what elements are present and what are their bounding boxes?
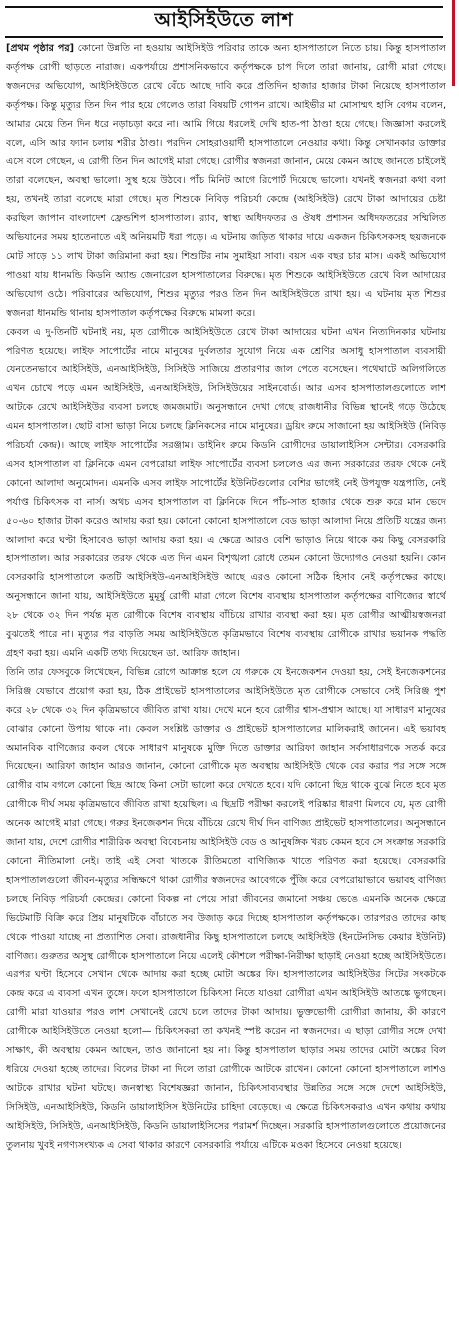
article-paragraph — [6, 40, 446, 324]
accent-rule — [452, 0, 455, 86]
article-paragraph: তিনি তার ফেসবুকে লিখেছেন, বিভিন্ন রোগে আক্রান্ত হলে যে গরুকে যে ইনজেকশন দেওয়া হয়, সেই ইনজেকশনের সিরিঞ্জ যেভাবে প্রয়োগ করা হয়, ঠিক প্রাইভেট হাসপাতালের আইসিইউতে মৃত রোগীকে সেভাবে সেই সিরিঞ্জ পুশ করে ২৮ থেকে ৩২ দিন কৃত্রিমভাবে জীবিত রাখা যায়। দেখে মনে হবে রোগীর শ্বাস-প্রশ্বাস আছে। যা সাধারণ মানুষের বোঝার কোনো উপায় থাকে না। কেবল সংশ্লিষ্ট ডাক্তার ও প্রাইভেট হাসপাতালের মালিকরাই জানেন। এই ভয়াবহ অমানবিক বাণিজ্যের কবল থেকে সাধারণ মানুষকে মুক্তি দিতে ডাক্তার আরিফা জাহান সর্বসাধারণকে সতর্ক করে দিয়েছেন। আরিফা জাহান আরও জানান, কোনো রোগীকে মৃত অবস্থায় আইসিইউ থেকে বের করার পর সঙ্গে সঙ্গে রোগীর বাম বগলে কোনো ছিদ্র আছে কিনা সেটা ভালো করে দেখতে হবে। যদি কোনো ছিদ্র থাকে বুঝে নিতে হবে মৃত রোগীকে দীর্ঘ সময় কৃত্রিমভাবে জীবিত রাখা হয়েছিল। এ ছিদ্রটি পরীক্ষা করলেই পরিষ্কার ধারণা মিলবে যে, মৃত রোগী অনেক আগেই মারা গেছে। গরুর ইনজেকশন দিয়ে বাঁচিয়ে রেখে দীর্ঘ দিন বাণিজ্য প্রাইভেট হাসপাতালের। অনুসন্ধানে জানা যায়, দেশে রোগীর শারীরিক অবস্থা বিবেচনায় আইসিইউ বেড ও আনুষঙ্গিক খরচ কেমন হবে সে সংক্রান্ত সরকারি কোনো নীতিমালা নেই। তাই এই সেবা খাতকে রীতিমতো বাণিজ্যিক খাতে পরিণত করা হয়েছে। বেসরকারি হাসপাতালগুলো জীবন-মৃত্যুর সন্ধিক্ষণে থাকা রোগীর স্বজনদের আবেগকে পুঁজি করে বেপরোয়াভাবে ভয়াবহ বাণিজ্য চলছে নিবিড় পরিচর্যা কেন্দ্রের। কোনো বিকল্প না পেয়ে সারা জীবনের জমানো সঞ্চয় ভেঙে এমনকি অনেক ক্ষেত্রে ভিটেমাটি বিক্রি করে প্রিয় মানুষটিকে বাঁচাতে সব উজাড় করে দিচ্ছে হাসপাতাল কর্তৃপক্ষকে। তারপরও তাদের কাছ থেকে পাওয়া যাচ্ছে না প্রত্যাশিত সেবা। রাজধানীর কিছু হাসপাতালে চলছে আইসিইউ (ইনটেনসিভ কেয়ার ইউনিট) বাণিজ্য। গুরুতর অসুস্থ রোগীকে হাসপাতালে নিয়ে এলেই কৌশলে পরীক্ষা-নিরীক্ষা ছাড়াই নেওয়া হচ্ছে আইসিইউতে। এরপর ঘণ্টা হিসেবে সেখান থেকে আদায় করা হচ্ছে মোটা অঙ্কের ফি। হাসপাতালের আইসিইউর সিটের সংকটকে কেন্দ্র করে এ ব্যবসা এখন তুঙ্গে। ফলে হাসপাতালে চিকিৎসা নিতে যাওয়া রোগীরা এখন আইসিইউ আতঙ্কে ভুগছেন। রোগী মারা যাওয়ার পরও লাশ সেখানেই রেখে চলে তাদের টাকা আদায়। ভুক্তভোগী রোগীরা জানায়, কী কারণে রোগীকে আইসিইউতে নেওয়া হলো— চিকিৎসকরা তা কখনই স্পষ্ট করেন না স্বজনদের। এ ছাড়া রোগীর সঙ্গে দেখা সাক্ষাৎ, কী অবস্থায় কেমন আছেন, তাও জানানো হয় না। কিন্তু হাসপাতাল ছাড়ার সময় তাদের মোটা অঙ্কের বিল ধরিয়ে দেওয়া হচ্ছে তাদের। বিলের টাকা না দিলে তারা রোগীকে আটকে রাখেন। কোনো কোনো হাসপাতালে লাশও আটকে রাখার ঘটনা ঘটছে। জনস্বাস্থ্য বিশেষজ্ঞরা জানান, চিকিৎসাব্যবস্থার উন্নতির সঙ্গে সঙ্গে দেশে আইসিইউ, সিসিইউ, এনআইসিইউ, কিডনি ডায়ালাইসিস ইউনিটের চাহিদা বেড়েছে। এ ক্ষেত্রে চিকিৎসকরাও এখন কথায় কথায় আইসিইউ, সিসিইউ, এনআইসিইউ, কিডনি ডায়ালাইসিসের পরামর্শ দিচ্ছেন। সরকারি হাসপাতালগুলোতে প্রয়োজনের তুলনায় খুবই নগণ্যসংখ্যক এ সেবা থাকার কারণে বেসরকারি পর্যায়ে এটিকে মওকা হিসেবে নেওয়া হয়েছে। — [6, 666, 446, 1151]
article-body — [6, 40, 446, 1334]
paragraph-text: কোনো উন্নতি না হওয়ায় আইসিইউ পরিবার তাকে অন্য হাসপাতালে নিতে চায়। কিন্তু হাসপাতাল কর্তৃপক্ষ রোগী ছাড়তে নারাজ। একপর্যায়ে প্রশাসনিকভাবে কর্তৃপক্ষকে চাপ দিলে তারা জানায়, রোগী মারা গেছে। স্বজনদের অভিযোগ, আইসিইউতে রেখে বেঁচে আছে দাবি করে প্রতিদিন হাজার হাজার টাকা নিয়েছে হাসপাতাল কর্তৃপক্ষ। কিন্তু মৃত্যুর তিন দিন পার হয়ে গেলেও তারা বিষয়টি গোপন রাখে। আইভীর মা মোসাম্মৎ হাসি বেগম বলেন, আমার মেয়ে তিন দিন ধরে নড়াচড়া করে না। আমি গিয়ে ধরলেই দেখি হাত-পা ঠাণ্ডা হয়ে গেছে। জিজ্ঞাসা করলেই বলে, এসি আর ফ্যান চলায় শরীর ঠাণ্ডা। পরদিন সোহরাওয়ার্দী হাসপাতালে নেওয়ার কথা। কিন্তু সেখানকার ডাক্তার এসে বলে গেছেন, এ রোগী তিন দিন আগেই মারা গেছে। রোগীর স্বজনরা জানান, মেয়ে কেমন আছে জানতে চাইলেই তারা বলেছেন, অবস্থা ভালো। সুস্থ হয়ে উঠবে। পাঁচ মিনিট আগে রিপোর্ট দিয়েছে ভালো। যখনই স্বজনরা কথা বলা হয়, তখনই তারা বলেছে মারা গেছে। মৃত শিশুকে নিবিড় পরিচর্যা কেন্দ্রে (আইসিইউ) রেখে টাকা আদায়ের চেষ্টা করছিল জাপান বাংলাদেশ ফ্রেন্ডশিপ হাসপাতাল। র‌্যাব, স্বাস্থ্য অধিদফতর ও ঔষধ প্রশাসন অধিদফতরের সম্মিলিত অভিযানের সময় হাতেনাতে এই অনিয়মটি ধরা পড়ে। এ ঘটনায় জড়িত থাকার দায়ে একজন চিকিৎসকসহ ছয়জনকে মোট সাড়ে ১১ লাখ টাকা জরিমানা করা হয়। শিশুটির নাম সুমাইয়া সাবা। বয়স এক বছর চার মাস। একই অভিযোগ পাওয়া যায় ধানমন্ডি কিডনি অ্যান্ড জেনারেল হাসপাতালের বিরুদ্ধে। মৃত শিশুকে আইসিইউতে রেখে বিল আদায়ের অভিযোগ ওঠে। পরিবারের অভিযোগ, শিশুর মৃত্যুর পরও তিন দিন আইসিইউতে রাখা হয়। এ ঘটনায় মৃত শিশুর স্বজনরা ধানমন্ডি থানায় হাসপাতাল কর্তৃপক্ষের বিরুদ্ধে মামলা করে। — [6, 43, 446, 319]
article-headline: আইসিইউতে লাশ — [5, 6, 443, 38]
lead-label: [প্রথম পৃষ্ঠার পর] — [6, 43, 75, 54]
article-paragraph: কেবল এ দু-তিনটি ঘটনাই নয়, মৃত রোগীকে আইসিইউতে রেখে টাকা আদায়ের ঘটনা এখন নিত্যদিনকার ঘটনায় পরিণত হয়েছে। লাইফ সাপোর্টের নামে মানুষের দুর্বলতার সুযোগ নিয়ে এক শ্রেণির অসাধু হাসপাতাল ব্যবসায়ী যেনতেনভাবে আইসিইউ, এনআইসিইউ, সিসিইউ সাজিয়ে প্রতারণার জাল পেতে বসেছেন। পথেঘাটে অলিগলিতে এখন চোখে পড়ে এমন আইসিইউ, এনআইসিইউ, সিসিইউয়ের সাইনবোর্ড। আর এসব হাসপাতালগুলোতে লাশ আটকে রেখে আইসিইউর ব্যবসা চলছে জমজমাট। অনুসন্ধানে দেখা গেছে রাজধানীর বিভিন্ন স্থানেই গড়ে উঠেছে এমন হাসপাতাল। ছোট বাসা ভাড়া নিয়ে চলছে ক্লিনিকসের নামে মানুষের। ড্রয়িং রুমে সাজানো হয় আইসিইউ (নিবিড় পরিচর্যা কেন্দ্র)। আছে লাইফ সাপোর্টের সরঞ্জাম। ডাইনিং রুমে কিডনি রোগীদের ডায়ালাইসিস সেন্টার। বেসরকারি এসব হাসপাতাল বা ক্লিনিকে এমন বেপরোয়া লাইফ সাপোর্টের ব্যবসা চললেও এর জন্য সরকারের তরফ থেকে নেই কোনো আলাদা অনুমোদন। এমনকি এসব লাইফ সাপোর্টের ইউনিটগুলোর বেশির ভাগেই নেই উপযুক্ত যন্ত্রপাতি, নেই পর্যাপ্ত চিকিৎসক বা নার্স। অথচ এসব হাসপাতাল বা ক্লিনিকে দিনে পাঁচ-সাত হাজার থেকে শুরু করে মান ভেদে ৫০-৬০ হাজার টাকা করেও আদায় করা হয়। কোনো কোনো হাসপাতালে বেড ভাড়া আলাদা নিয়ে প্রতিটি যন্ত্রের জন্য আলাদা করে ঘণ্টা হিসাবেও ভাড়া আদায় করা হয়। এ ক্ষেত্রে আরও বেশি ভাড়াও নিয়ে থাকে কয় কিছু বেসরকারি হাসপাতাল। আর সরকারের তরফ থেকে এত দিন এমন বিশৃঙ্খলা রোধে তেমন কোনো উদ্যোগও নেওয়া হয়নি। কোন বেসরকারি হাসপাতালে কতটি আইসিইউ-এনআইসিইউ আছে এরও কোনো সঠিক হিসাব নেই কর্তৃপক্ষের কাছে। অনুসন্ধানে জানা যায়, আইসিইউতে মুমূর্ষু রোগী মারা গেলে বিশেষ ব্যবস্থায় হাসপাতাল কর্তৃপক্ষের বাণিজ্যের স্বার্থে ২৮ থেকে ৩২ দিন পর্যন্ত মৃত রোগীকে বিশেষ ব্যবস্থায় বাঁচিয়ে রাখার ব্যবস্থা করা হয়। মৃত রোগীর আত্মীয়স্বজনরা বুঝতেই পারে না। মৃত্যুর পর বাড়তি সময় আইসিইউতে কৃত্রিমভাবে বিশেষ ব্যবস্থায় রোগীকে রাখার ভয়ানক পদ্ধতি গ্রহণ করা হয়। এমনি একটি তথ্য দিয়েছেন ডা. আরিফ জাহান। — [6, 326, 446, 659]
